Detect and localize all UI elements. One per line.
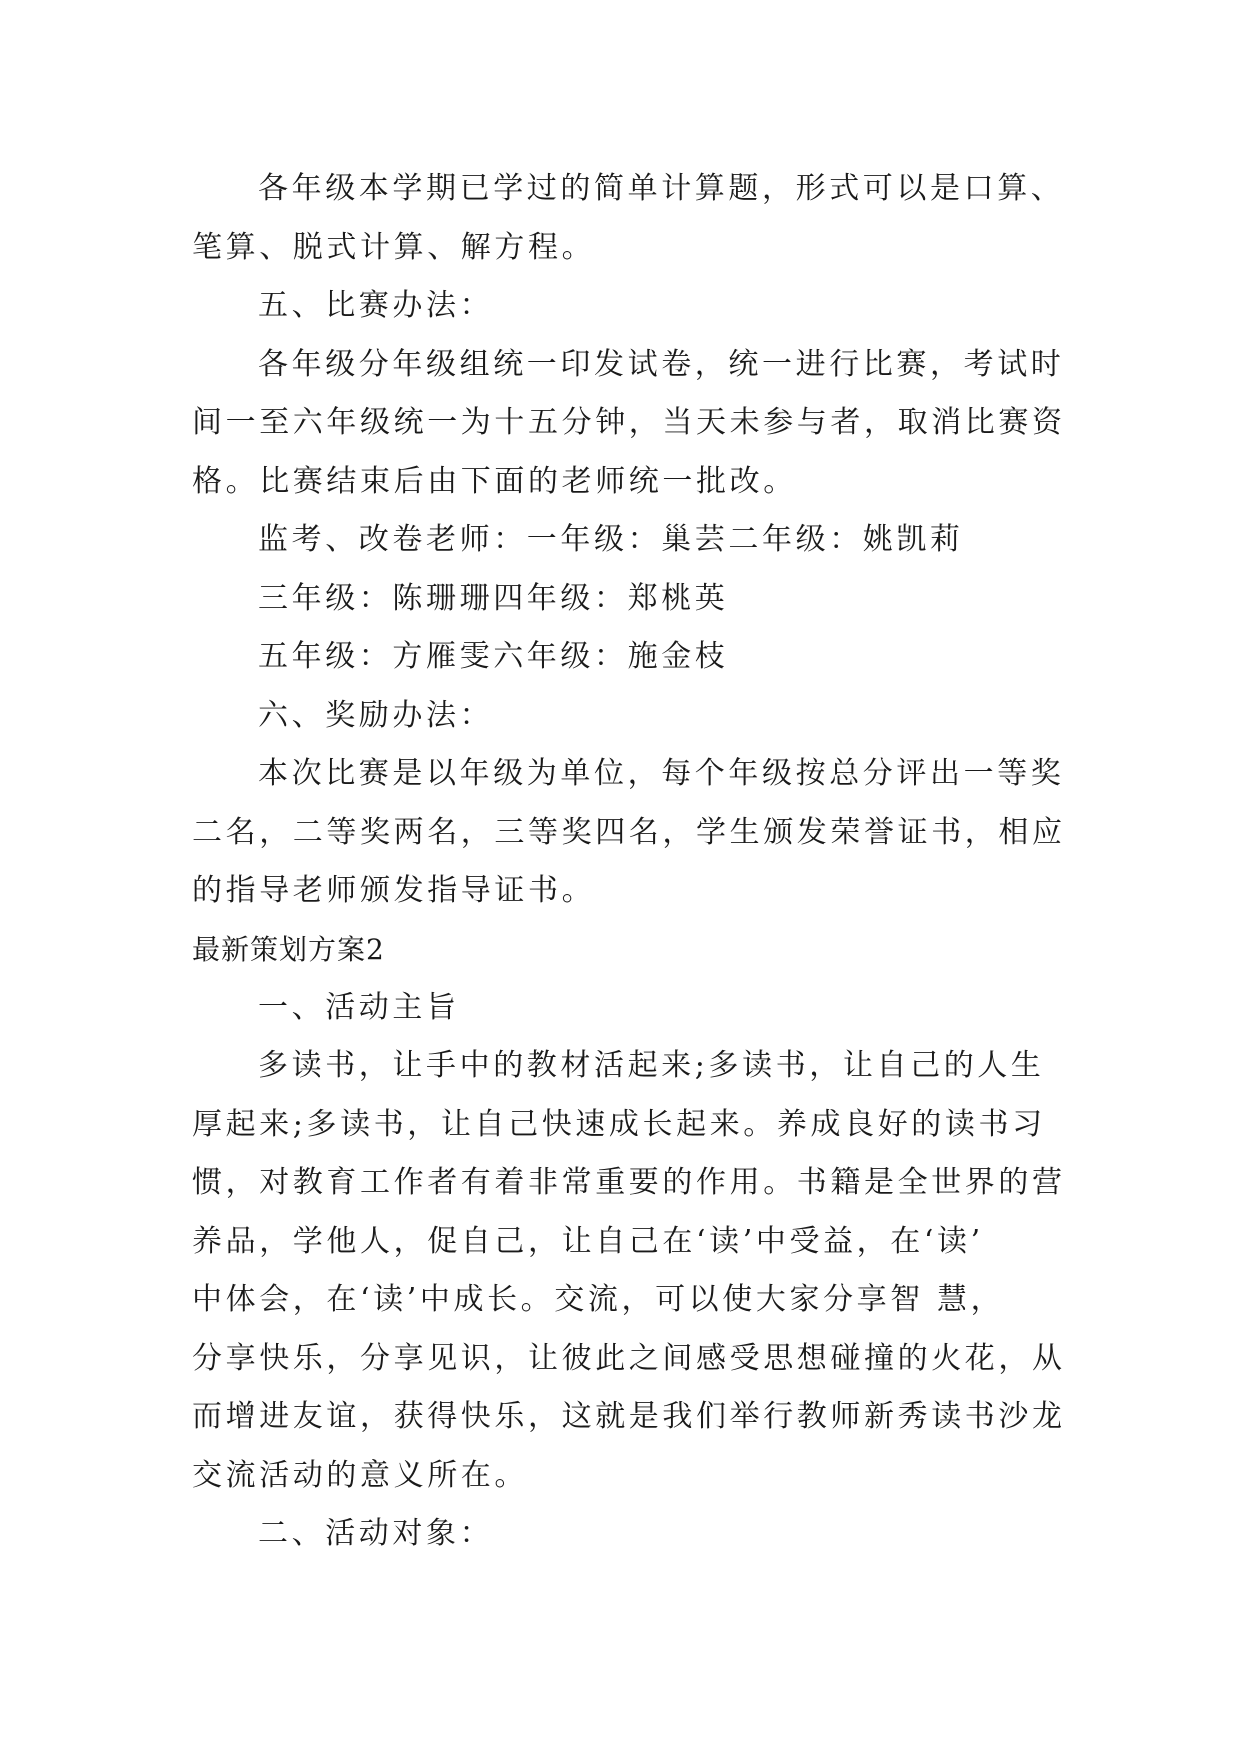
paragraph-line: 本次比赛是以年级为单位，每个年级按总分评出一等奖 [258,756,1065,791]
paragraph-line: 而增进友谊，获得快乐，这就是我们举行教师新秀读书沙龙 [192,1399,1066,1434]
paragraph-line: 三年级：陈珊珊四年级：郑桃英 [258,580,729,616]
paragraph-line: 多读书，让手中的教材活起来;多读书，让自己的人生 [258,1048,1045,1083]
paragraph-line: 笔算、脱式计算、解方程。 [192,229,596,265]
paragraph-line: 分享快乐，分享见识，让彼此之间感受思想碰撞的火花，从 [192,1340,1066,1376]
section-heading: 一、活动主旨 [258,989,460,1025]
section-heading: 五、比赛办法： [258,288,494,323]
section-heading: 二、活动对象： [258,1516,494,1551]
document-page [192,160,1072,1564]
paragraph-line: 格。比赛结束后由下面的老师统一批改。 [192,463,797,499]
paragraph-line: 养品，学他人，促自己，让自己在‘读’中受益，在‘读’ [192,1223,984,1259]
paragraph-line: 中体会，在‘读’中成长。交流，可以使大家分享智 慧， [192,1282,1005,1317]
paragraph-line: 间一至六年级统一为十五分钟，当天未参与者，取消比赛资 [192,405,1066,440]
document-title: 最新策划方案2 [192,932,385,966]
paragraph-line: 各年级本学期已学过的简单计算题，形式可以是口算、 [258,171,1065,206]
paragraph-line: 五年级：方雁雯六年级：施金枝 [258,639,729,674]
paragraph-line: 厚起来;多读书，让自己快速成长起来。养成良好的读书习 [192,1106,1046,1142]
paragraph-line: 各年级分年级组统一印发试卷，统一进行比赛，考试时 [258,346,1065,382]
paragraph-line: 惯，对教育工作者有着非常重要的作用。书籍是全世界的营 [192,1165,1066,1200]
paragraph-line: 交流活动的意义所在。 [192,1457,528,1493]
paragraph-line: 的指导老师颁发指导证书。 [192,873,596,908]
paragraph-line: 监考、改卷老师：一年级：巢芸二年级：姚凯莉 [258,522,964,557]
section-heading: 六、奖励办法： [258,697,494,733]
paragraph-line: 二名，二等奖两名，三等奖四名，学生颁发荣誉证书，相应 [192,814,1066,850]
